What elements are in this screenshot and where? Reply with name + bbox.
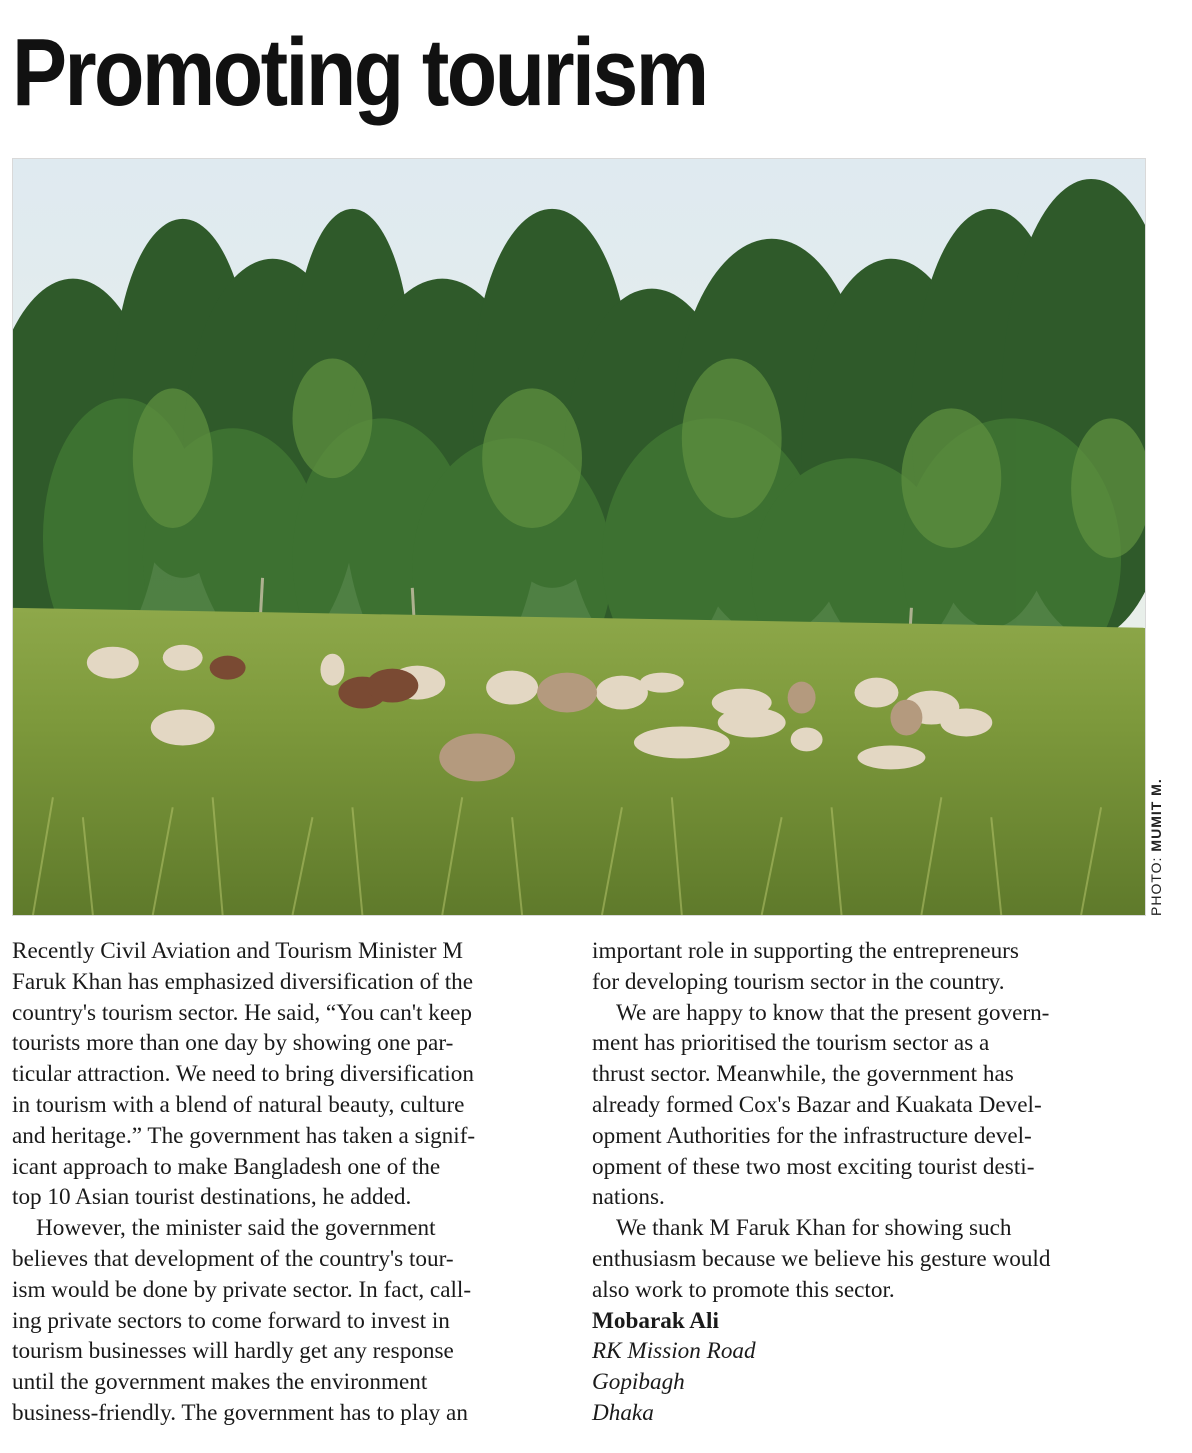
- article-line: ism would be done by private sector. In fact, call-: [12, 1276, 472, 1303]
- photo-sheep-grazing: [12, 158, 1146, 916]
- article-line: ticular attraction. We need to bring diversification: [12, 1061, 474, 1088]
- article-line: tourism businesses will hardly get any response: [12, 1338, 454, 1365]
- article-line: also work to promote this sector.: [592, 1276, 895, 1303]
- article-line: ing private sectors to come forward to invest in: [12, 1307, 450, 1334]
- article-line: ment has prioritised the tourism sector as a: [592, 1030, 990, 1057]
- article-line: opment of these two most exciting tourist desti-: [592, 1153, 1035, 1180]
- landscape-image: [13, 159, 1145, 915]
- article-line: top 10 Asian tourist destinations, he added.: [12, 1184, 412, 1211]
- article-line: already formed Cox's Bazar and Kuakata Devel-: [592, 1091, 1042, 1118]
- article-line: We thank M Faruk Khan for showing such: [616, 1215, 1012, 1242]
- article-line: until the government makes the environment: [12, 1369, 428, 1396]
- article-line: enthusiasm because we believe his gesture would: [592, 1245, 1051, 1272]
- signature-address-2: Gopibagh: [592, 1369, 685, 1396]
- article-line: important role in supporting the entrepreneurs: [592, 938, 1019, 964]
- article-line: However, the minister said the government: [36, 1215, 436, 1242]
- headline: Promoting tourism: [12, 19, 707, 126]
- article-line: opment Authorities for the infrastructure devel-: [592, 1122, 1032, 1149]
- article-line: We are happy to know that the present govern-: [616, 999, 1050, 1026]
- article-line: believes that development of the country's tour-: [12, 1245, 454, 1272]
- signature-address-3: Dhaka: [592, 1399, 654, 1426]
- signature-name: Mobarak Ali: [592, 1307, 719, 1334]
- article-line: in tourism with a blend of natural beauty, culture: [12, 1091, 465, 1118]
- photo-credit-prefix: PHOTO:: [1148, 856, 1164, 916]
- article-line: for developing tourism sector in the country.: [592, 968, 1005, 995]
- article-line: tourists more than one day by showing one par-: [12, 1030, 454, 1057]
- article-line: and heritage.” The government has taken a signif-: [12, 1122, 476, 1149]
- article-line: thrust sector. Meanwhile, the government has: [592, 1061, 1014, 1088]
- article-line: nations.: [592, 1184, 665, 1211]
- photo-credit-name: MUMIT M.: [1148, 778, 1164, 852]
- article-line: icant approach to make Bangladesh one of the: [12, 1153, 441, 1180]
- article-line: country's tourism sector. He said, “You can't keep: [12, 999, 473, 1026]
- article-left-column: [12, 936, 572, 1429]
- article-line: business-friendly. The government has to play an: [12, 1399, 468, 1426]
- signature-address-1: RK Mission Road: [592, 1338, 756, 1365]
- photo-credit: [1148, 778, 1164, 916]
- article-right-column: [592, 936, 1172, 1429]
- article-line: Faruk Khan has emphasized diversification of the: [12, 968, 474, 995]
- article-line: Recently Civil Aviation and Tourism Minister M: [12, 938, 463, 964]
